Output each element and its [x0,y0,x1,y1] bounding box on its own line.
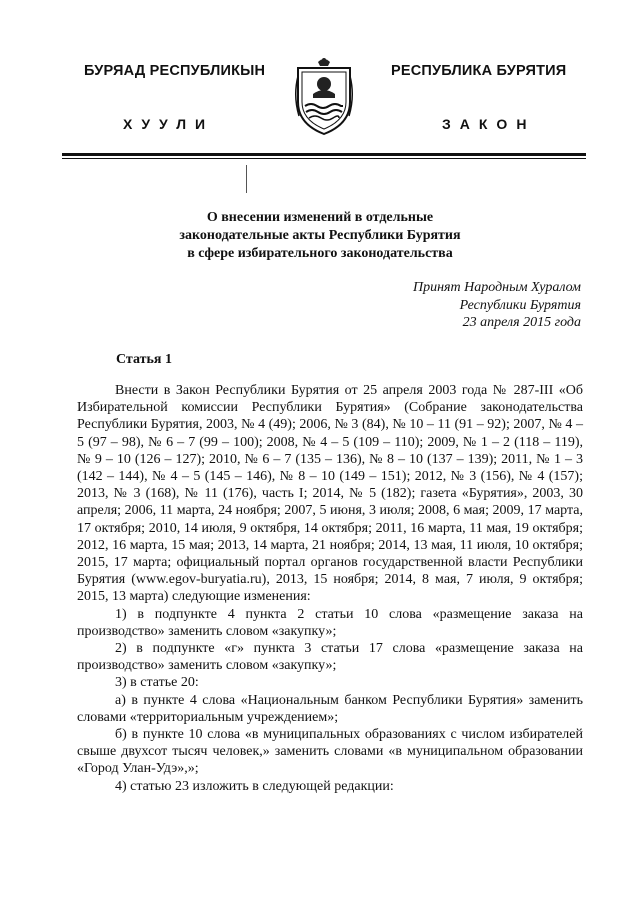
paragraph: Внести в Закон Республики Бурятия от 25 апреля 2003 года № 287-III «Об Избирательной комиссии Республики Бурятия» (Собрание законодательства Республики Бурятия, 2003, № 4 (49); 2006, № 3 (84), № 10 – 11 (91 – 92); 2007, № 4 – 5 (97 – 98), № 6 – 7 (99 – 100); 2008, № 4 – 5 (109 – 110); 2009, № 1 – 2 (118 – 119), № 9 – 10 (126 – 127); 2010, № 6 – 7 (135 – 136), № 8 – 10 (137 – 139); 2011, № 1 – 3 (142 – 144), № 4 – 5 (145 – 146), № 8 – 10 (149 – 151); 2012, № 3 (156), № 4 (157); 2013, № 3 (168), № 11 (176), часть I; 2014, № 5 (182); газета «Бурятия», 2003, 30 апреля; 2006, 11 марта, 24 ноября; 2007, 5 июня, 3 июля; 2008, 6 мая; 2009, 17 марта, 17 октября; 2010, 14 июля, 9 октября, 14 октября; 2011, 16 марта, 11 мая, 19 октября; 2012, 16 марта, 15 мая; 2013, 14 марта, 21 ноября; 2014, 13 мая, 11 июля, 10 октября; 2015, 17 марта; официальный портал органов государственной власти Республики Бурятия (www.egov-buryatia.ru), 2013, 15 ноября; 2014, 8 мая, 7 июля, 9 октября; 2015, 13 марта) следующие изменения: [77,383,583,605]
law-title-line: законодательные акты Республики Бурятия [179,228,461,243]
paragraph: 2) в подпункте «г» пункта 3 статьи 17 слова «размещение заказа на производство» заменить словом «закупку»; [77,641,583,674]
law-title [130,209,510,263]
article-body [77,382,583,795]
margin-mark [246,165,247,193]
law-title-line: в сфере избирательного законодательства [187,246,453,261]
header-left-subtitle: ХУУЛИ [123,116,215,132]
header-rule-thin [62,158,586,159]
article-heading: Статья 1 [116,352,172,367]
header-left-title: БУРЯАД РЕСПУБЛИКЫН [84,63,266,79]
law-title-line: О внесении изменений в отдельные [206,210,434,225]
adoption-note [413,279,581,332]
paragraph: 4) статью 23 изложить в следующей редакции: [115,778,394,794]
adoption-line: Республики Бурятия [459,297,581,313]
header-right-subtitle: ЗАКОН [442,116,536,132]
paragraph: а) в пункте 4 слова «Национальным банком Республики Бурятия» заменить словами «территориальным учреждением»; [77,692,583,725]
paragraph: б) в пункте 10 слова «в муниципальных образованиях с числом избирателей свыше двухсот тысяч человек,» заменить словами «в муниципальном образовании «Город Улан-Удэ»,»; [77,727,583,777]
paragraph: 1) в подпункте 4 пункта 2 статьи 10 слова «размещение заказа на производство» заменить словом «закупку»; [77,606,583,639]
paragraph: 3) в статье 20: [115,675,199,691]
header-rule-thick [62,153,586,156]
adoption-line: Принят Народным Хуралом [412,280,581,295]
header-right-title: РЕСПУБЛИКА БУРЯТИЯ [391,63,567,79]
adoption-date: 23 апреля 2015 года [462,315,581,330]
coat-of-arms-icon [293,56,355,136]
